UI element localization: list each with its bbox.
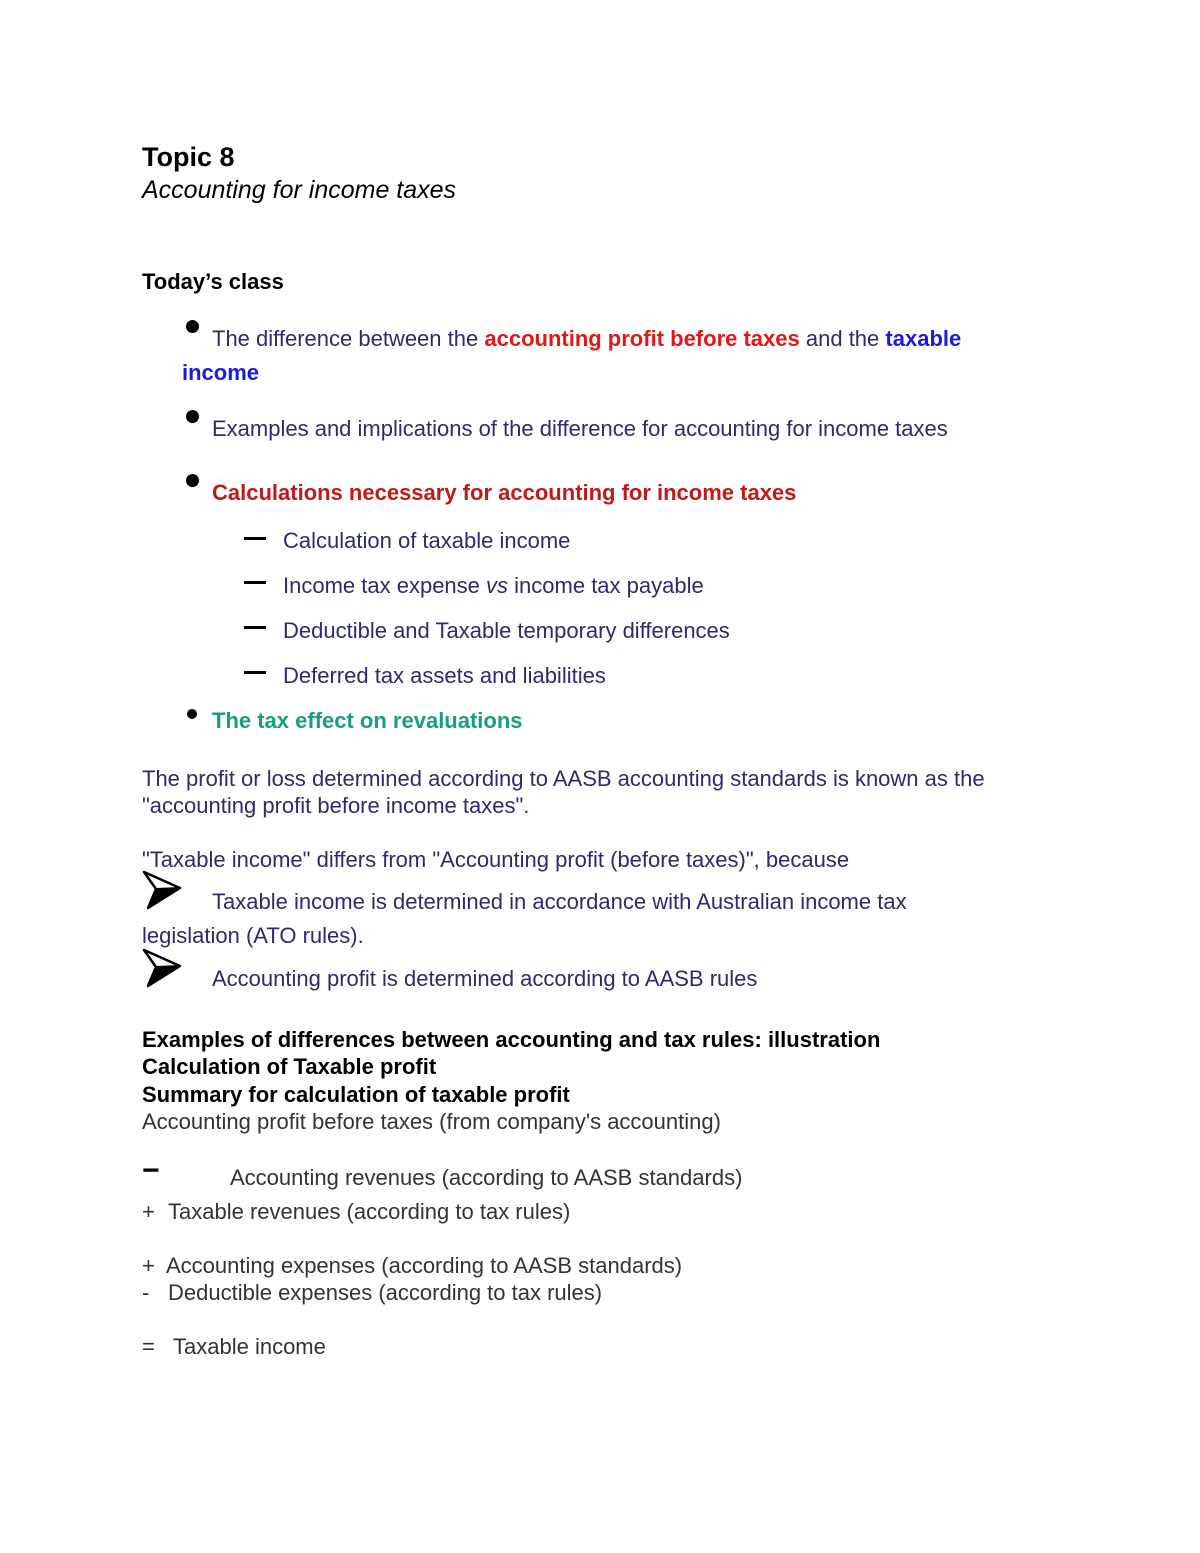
- arrow-1-line1: Taxable income is determined in accordance with Australian income tax: [212, 889, 907, 914]
- topic-subtitle: Accounting for income taxes: [142, 176, 457, 204]
- bullet-icon: [186, 410, 199, 423]
- bullet-icon: [186, 320, 199, 333]
- topic-number: Topic 8: [142, 142, 235, 172]
- calc-sign: +: [142, 1253, 155, 1278]
- bullet-3-text: Calculations necessary for accounting for income taxes: [212, 480, 797, 505]
- bullet-1-red: accounting profit before taxes: [484, 326, 800, 351]
- sub-item-3: Deductible and Taxable temporary differences: [283, 618, 730, 643]
- sub-item-1: Calculation of taxable income: [283, 528, 571, 553]
- calc-sign: =: [142, 1334, 155, 1359]
- bullet-1-pre: The difference between the: [212, 326, 479, 351]
- sub-item-4: Deferred tax assets and liabilities: [283, 663, 606, 688]
- calc-row-5: Taxable income: [173, 1334, 326, 1359]
- heading-summary: Summary for calculation of taxable profit: [142, 1082, 570, 1107]
- bullet-4-text: The tax effect on revaluations: [212, 708, 523, 733]
- dash-icon: [244, 537, 266, 540]
- sub-item-2-post: income tax payable: [514, 573, 704, 598]
- dash-icon: [244, 671, 266, 674]
- bullet-1-line1: [212, 326, 961, 352]
- para-1-line2: "accounting profit before income taxes".: [142, 793, 530, 818]
- calc-row-2: Taxable revenues (according to tax rules): [168, 1199, 571, 1224]
- para-2-line1: "Taxable income" differs from "Accounting profit (before taxes)", because: [142, 847, 850, 872]
- bullet-1-mid: and the: [805, 326, 880, 351]
- bullet-icon: [187, 709, 197, 719]
- calc-start: Accounting profit before taxes (from company's accounting): [142, 1109, 721, 1134]
- class-heading: Today’s class: [142, 269, 284, 294]
- dash-icon: [244, 581, 266, 584]
- sub-item-2-pre: Income tax expense: [283, 573, 480, 598]
- calc-sign: -: [142, 1280, 150, 1305]
- arrow-icon: [142, 948, 182, 988]
- bullet-1-blue: taxable: [885, 326, 962, 351]
- calc-row-4: Deductible expenses (according to tax rules): [168, 1280, 603, 1305]
- sub-item-2: [283, 573, 704, 599]
- bullet-icon: [186, 474, 199, 487]
- bullet-2-text: Examples and implications of the difference for accounting for income taxes: [212, 416, 948, 441]
- para-1-line1: The profit or loss determined according to AASB accounting standards is known as the: [142, 766, 985, 791]
- arrow-1-line2: legislation (ATO rules).: [142, 923, 364, 948]
- bullet-1-line2: income: [182, 360, 260, 385]
- arrow-2-text: Accounting profit is determined according to AASB rules: [212, 966, 758, 991]
- heading-calculation: Calculation of Taxable profit: [142, 1054, 437, 1079]
- sub-item-2-italic: vs: [486, 573, 509, 598]
- calc-row-1: Accounting revenues (according to AASB standards): [230, 1165, 743, 1190]
- heading-examples: Examples of differences between accounting and tax rules: illustration: [142, 1027, 881, 1052]
- dash-icon: [244, 626, 266, 629]
- calc-sign: −: [142, 1154, 160, 1187]
- calc-row-3: Accounting expenses (according to AASB standards): [166, 1253, 683, 1278]
- calc-sign: +: [142, 1199, 155, 1224]
- arrow-icon: [142, 870, 182, 910]
